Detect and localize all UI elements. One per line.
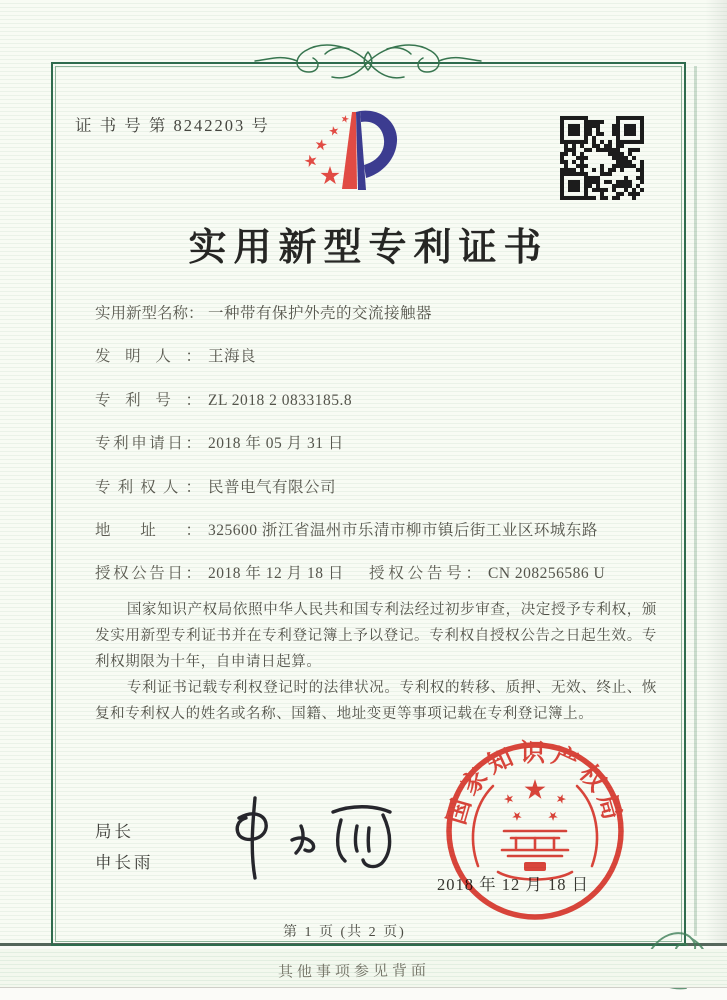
handwritten-signature	[205, 790, 415, 885]
field-label: 专利权人：	[95, 478, 201, 496]
field-row-patent-no	[95, 388, 660, 431]
field-label: 授权公告日：	[95, 565, 201, 583]
field-value: 2018 年 12 月 18 日	[208, 565, 344, 583]
field-value: 王海良	[208, 348, 257, 366]
field-row-inventor	[95, 344, 660, 387]
back-note: 其他事项参见背面	[277, 963, 431, 981]
field-row-patentee	[95, 475, 660, 518]
field-value: 2018 年 05 月 31 日	[208, 435, 344, 453]
field-label: 地址：	[95, 521, 201, 539]
field-row-name	[95, 301, 660, 344]
certificate-number: 证 书 号 第 8242203 号	[75, 116, 270, 135]
official-seal	[440, 736, 630, 926]
page2-border-bleed	[694, 66, 697, 936]
legal-paragraph-2: 专利证书记载专利权登记时的法律状况。专利权的转移、质押、无效、终止、恢复和专利权人的姓名或名称、国籍、地址变更等事项记载在专利登记簿上。	[95, 680, 657, 722]
field-grant-number	[369, 561, 605, 583]
next-page-edge	[0, 949, 727, 988]
page-number: 第 1 页 (共 2 页)	[283, 925, 406, 940]
qr-code	[560, 116, 644, 200]
field-label: 专利号：	[95, 391, 201, 409]
field-value: 325600 浙江省温州市乐清市柳市镇后街工业区环城东路	[208, 521, 598, 539]
top-flourish-ornament	[233, 34, 503, 92]
field-value: 民普电气有限公司	[208, 478, 337, 496]
field-label: 发明人：	[95, 348, 201, 366]
national-emblem-icon	[473, 779, 597, 880]
page-edge-shadow	[705, 0, 727, 946]
legal-paragraph-1: 国家知识产权局依照中华人民共和国专利法经过初步审查，决定授予专利权，颁发实用新型专利证书并在专利登记簿上予以登记。专利权自授权公告之日起生效。专利权期限为十年，自申请日起算。	[95, 602, 657, 670]
field-value: CN 208256586 U	[488, 565, 606, 583]
signer-name: 申长雨	[95, 853, 154, 872]
field-label: 实用新型名称：	[95, 305, 204, 322]
cnipa-logo-icon	[280, 103, 435, 208]
seal-text: 国家知识产权局	[443, 740, 627, 828]
field-row-filing-date	[95, 431, 660, 474]
field-label: 授权公告号：	[369, 565, 481, 583]
field-value: ZL 2018 2 0833185.8	[208, 391, 353, 409]
certificate-title: 实用新型专利证书	[188, 227, 549, 269]
field-row-address	[95, 518, 660, 561]
legal-text	[95, 597, 657, 727]
signer-block	[95, 816, 154, 878]
field-label: 专利申请日：	[95, 435, 201, 453]
signer-title: 局长	[95, 822, 134, 841]
field-list	[95, 301, 660, 605]
seal-date: 2018 年 12 月 18 日	[437, 875, 590, 894]
field-value: 一种带有保护外壳的交流接触器	[208, 305, 433, 322]
